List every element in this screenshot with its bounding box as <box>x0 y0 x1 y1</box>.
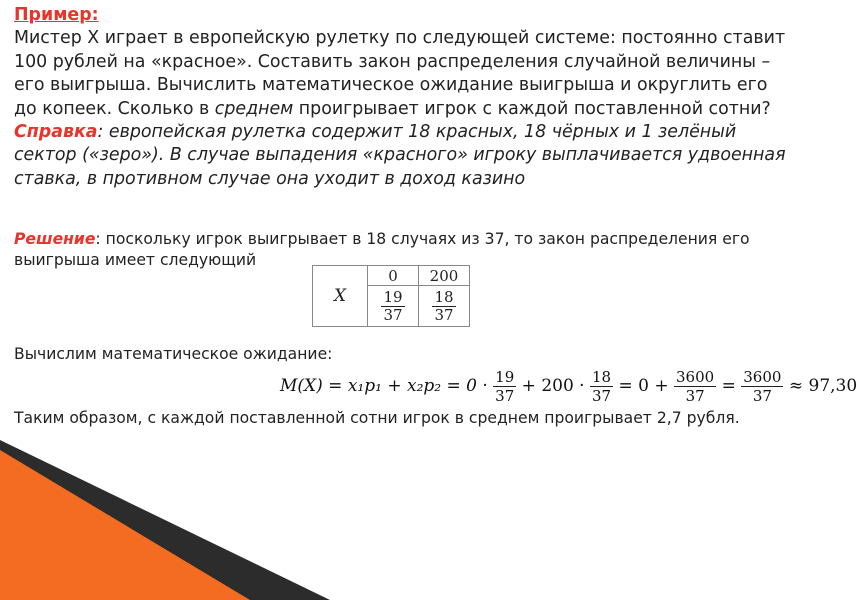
problem-heading: Пример: <box>14 5 99 25</box>
distribution-table <box>312 265 470 327</box>
formula-mid-3: = <box>721 376 736 396</box>
decorative-orange-triangle <box>0 450 250 600</box>
solution-text: : поскольку игрок выигрывает в 18 случаях из 37, то закон распределения его выигрыша имеет следующий <box>14 230 750 269</box>
formula-mid-1: + 200 · <box>521 376 585 396</box>
formula-frac-1: $\frac{19}{37}$ <box>495 368 515 405</box>
problem-text-italic: среднем <box>214 98 294 119</box>
expectation-formula <box>280 368 857 405</box>
solution-label: Решение <box>14 230 96 248</box>
formula-frac-4: $\frac{3600}{37}$ <box>743 368 782 405</box>
conclusion-text: Таким образом, с каждой поставленной сотни игрок в среднем проигрывает 2,7 рубля. <box>14 409 740 427</box>
formula-frac-2: $\frac{18}{37}$ <box>591 368 612 405</box>
reference-label: Справка <box>14 122 98 143</box>
problem-statement <box>14 4 790 191</box>
problem-text-end: проигрывает игрок с каждой поставленной сотни? <box>293 98 771 119</box>
table-probability-2: $\frac{18}{37}$ <box>419 286 470 327</box>
table-value-1: 0 <box>368 266 419 286</box>
table-probability-1: $\frac{19}{37}$ <box>368 286 419 327</box>
formula-mid-2: = 0 + <box>618 376 669 396</box>
problem-text: Мистер X играет в европейскую рулетку по следующей системе: постоянно ставит 100 рублей на «красное». Составить закон распределения случайной величины – его выигрыша. Вычислить математическое ожидание выигрыша и округлить его до копеек. Сколько в <box>14 28 786 119</box>
table-variable: X <box>313 266 368 327</box>
reference-text: : европейская рулетка содержит 18 красных, 18 чёрных и 1 зелёный сектор («зеро»). В случае выпадения «красного» игроку выплачивается удвоенная ставка, в противном случае она уходит в доход казино <box>14 122 786 189</box>
formula-result: ≈ 97,30 <box>788 376 857 396</box>
expectation-label: Вычислим математическое ожидание: <box>14 345 333 363</box>
formula-lhs: M(X) = x₁p₁ + x₂p₂ = 0 · <box>280 376 488 396</box>
formula-frac-3: $\frac{3600}{37}$ <box>676 368 715 405</box>
table-value-2: 200 <box>419 266 470 286</box>
